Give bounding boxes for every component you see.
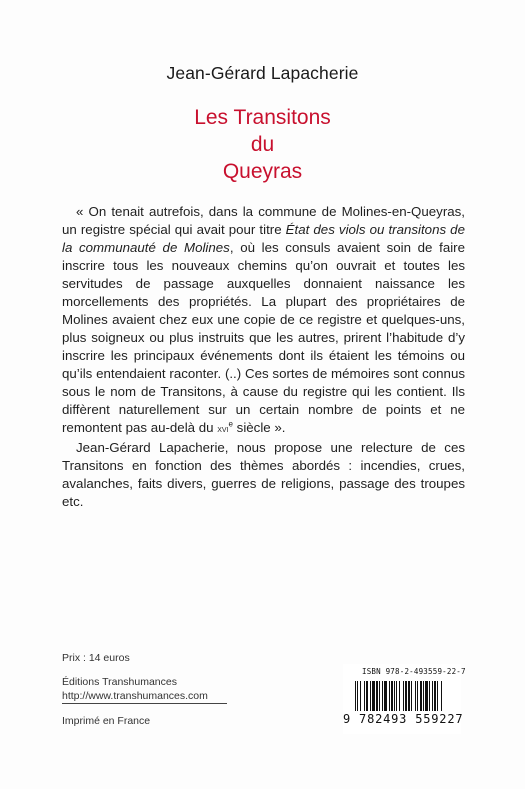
publisher-info [62, 675, 208, 703]
author-name: Jean-Gérard Lapacherie [166, 63, 359, 83]
isbn-label: ISBN 978-2-493559-22-7 [362, 667, 466, 676]
price: Prix : 14 euros [62, 652, 130, 664]
book-title [0, 104, 525, 185]
printed-in: Imprimé en France [62, 715, 151, 727]
publisher-name: Éditions Transhumances [62, 676, 177, 688]
blurb-text: siècle ». [232, 420, 286, 435]
title-line-2: du [250, 133, 275, 156]
blurb-paragraph-2: Jean-Gérard Lapacherie, nous propose une relecture de ces Transitons en fonction des thèmes abordés : incendies, crues, avalanches, faits divers, guerres de religions, passage des troupes etc. [62, 440, 465, 509]
century-suffix: e [228, 419, 233, 429]
publisher-url[interactable]: http://www.transhumances.com [62, 690, 208, 702]
title-line-1: Les Transitons [194, 106, 331, 129]
blurb-paragraph-1 [62, 203, 465, 439]
registry-title: État des viols ou transitons de la communauté de Molines [62, 222, 465, 255]
divider [62, 703, 227, 704]
back-cover-blurb [62, 203, 465, 511]
barcode-number: 9 782493 559227 [343, 712, 464, 726]
blurb-text: , où les consuls avaient soin de faire inscrire tous les nouveaux chemins qu’on ouvrait et toutes les servitudes de passage auxquelles donnaient naissance les morcellements des propriétés. La plupart des propriétaires de Molines avaient chez eux une copie de ce registre et quelques-uns, plus soigneux ou plus instruits que les autres, prirent l’habitude d’y inscrire les principaux événements dont ils étaient les témoins ou qu’ils entendaient raconter. (..) Ces sortes de mémoires sont connus sous le nom de Transitons, à cause du registre qui les contient. Ils diffèrent naturellement sur un certain nombre de points et ne remontent pas au-delà du [62, 240, 465, 435]
title-line-3: Queyras [222, 160, 303, 183]
century-numeral: xvi [217, 424, 229, 435]
blurb-text: « On tenait autrefois, dans la commune de Molines-en-Queyras, un registre spécial qui avait pour titre [62, 204, 465, 237]
